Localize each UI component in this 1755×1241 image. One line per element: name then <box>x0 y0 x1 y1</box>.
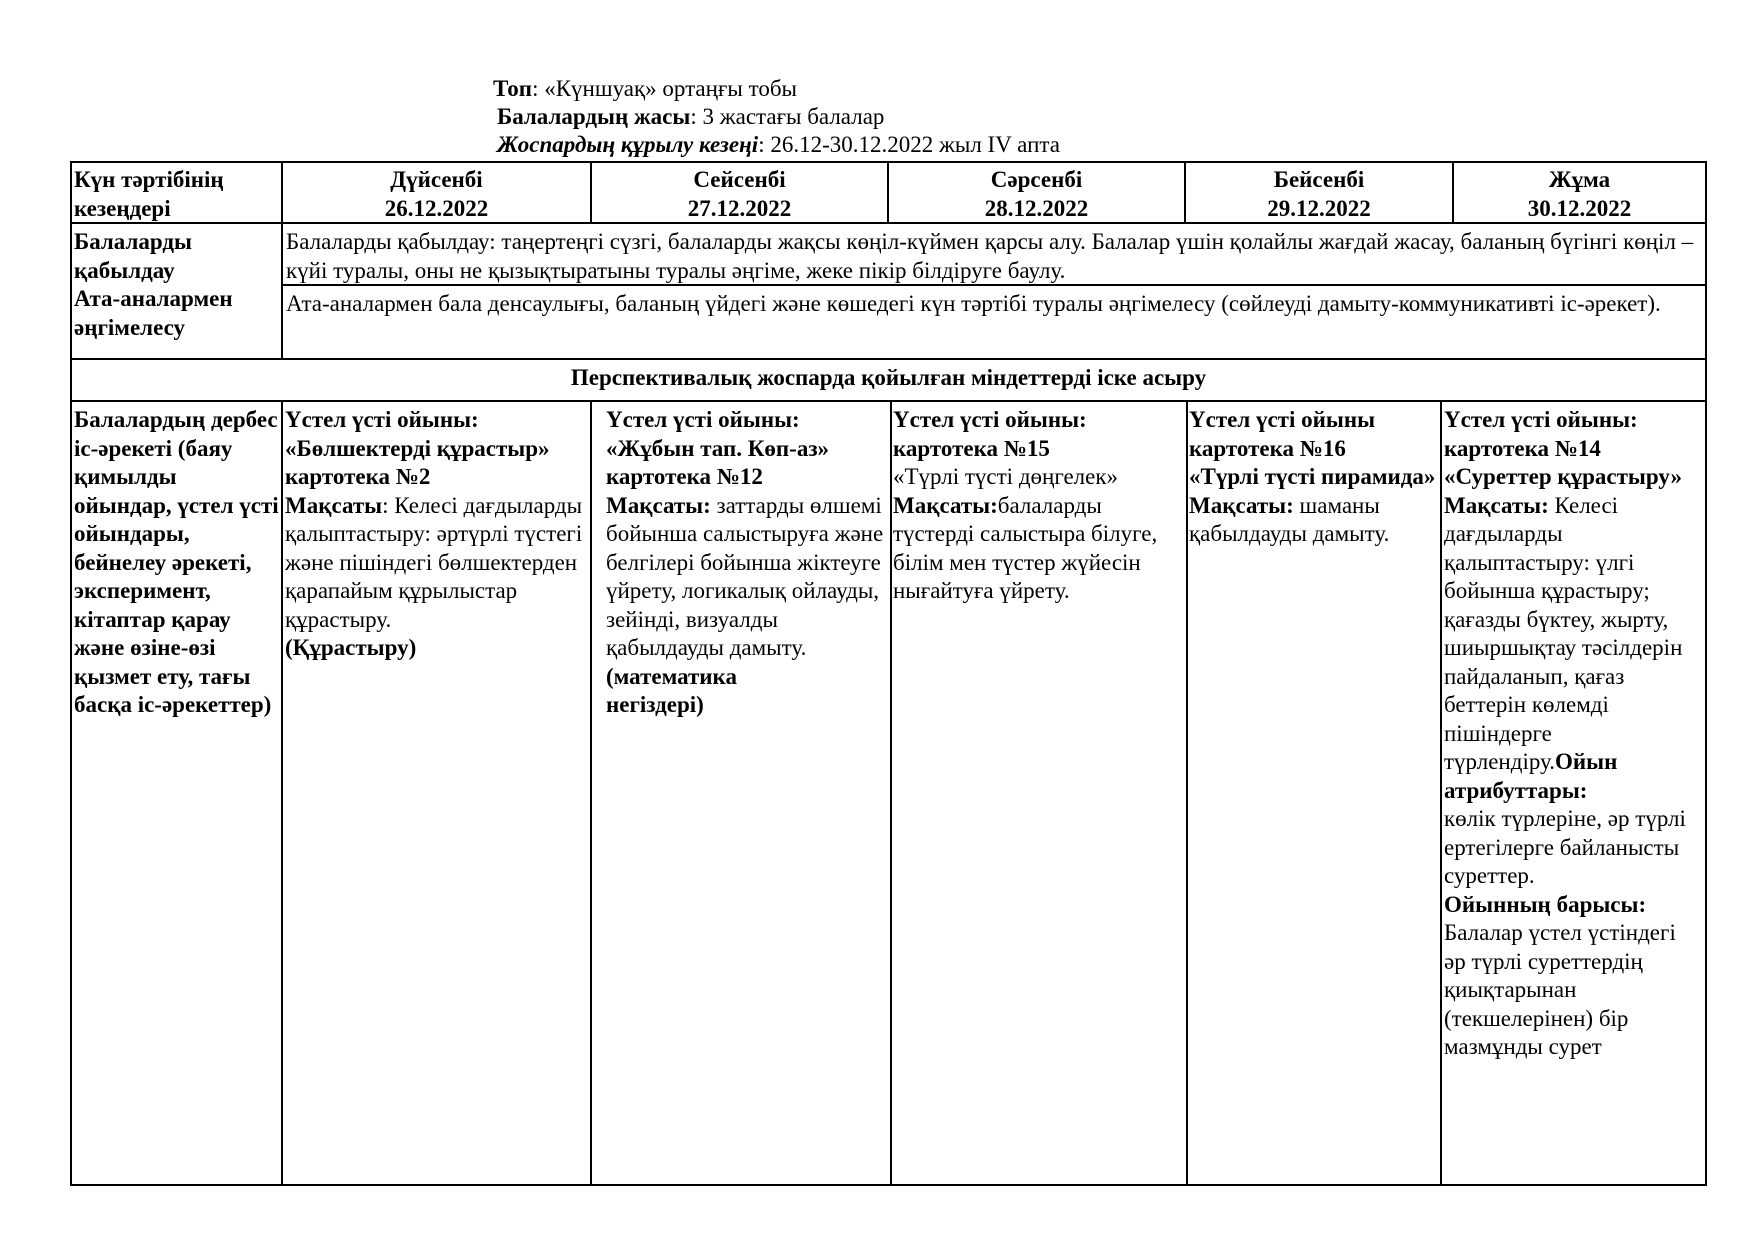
reception-label: Балаларды қабылдау Ата-аналармен әңгімелесу <box>74 229 233 340</box>
section-title: Перспективалық жоспарда қойылған міндеттерді іске асыру <box>570 365 1207 390</box>
group-label: Топ <box>493 76 533 101</box>
header-group <box>493 75 797 103</box>
group-value: : «Күншуақ» ортаңғы тобы <box>532 76 797 101</box>
col-line <box>1440 400 1442 1186</box>
table-right-border <box>1705 161 1707 1186</box>
activity-label: Балалардың дербес іс-әрекеті (баяу қимылды ойындар, үстел үсті ойындары, бейнелеу әрекеті, эксперимент, кітаптар қарау және өзіне-өзі қызмет ету, тағы басқа іс-әрекеттер) <box>74 407 279 717</box>
age-label: Балалардың жасы <box>497 104 691 129</box>
period-value: : 26.12-30.12.2022 жыл IV апта <box>758 132 1060 157</box>
first-header-cell: Күн тәртібінің кезеңдері <box>74 167 224 221</box>
table-left-border <box>70 161 72 1186</box>
col-line <box>281 400 283 1186</box>
period-label: Жоспардың құрылу кезеңі <box>497 132 759 157</box>
activity-thursday: Үстел үсті ойыны картотека №16 «Түрлі түсті пирамида» Мақсаты: шаманы қабылдауды дамыту. <box>1189 407 1436 546</box>
activity-tuesday: Үстел үсті ойыны: «Жұбын тап. Көп-аз» картотека №12 Мақсаты: заттарды өлшемі бойынша салыстыруға және белгілері бойынша жіктеуге үйрету, логикалық ойлауды, зейінді, визуалды қабылдауды дамыту. (математика негіздері) <box>606 407 884 717</box>
header-age <box>497 103 884 131</box>
activity-monday: Үстел үсті ойыны: «Бөлшектерді құрастыр» картотека №2 Мақсаты: Келесі дағдыларды қалыптастыру: әртүрлі түстегі және пішіндегі бөлшектерден қарапайым құрылыстар құрастыру. (Құрастыру) <box>285 407 583 660</box>
table-bottom-border <box>70 1184 1707 1186</box>
day-header-wednesday: Сәрсенбі 28.12.2022 <box>984 167 1089 221</box>
age-value: : 3 жастағы балалар <box>690 104 885 129</box>
table-row-line <box>70 358 1707 360</box>
col-line <box>890 400 892 1186</box>
day-header-tuesday: Сейсенбі 27.12.2022 <box>687 167 792 221</box>
col-line <box>1186 400 1188 1186</box>
day-header-thursday: Бейсенбі 29.12.2022 <box>1267 167 1371 221</box>
day-header-friday: Жұма 30.12.2022 <box>1527 167 1632 221</box>
day-header-monday: Дүйсенбі 26.12.2022 <box>384 167 489 221</box>
table-row-line <box>70 400 1707 402</box>
parents-talk-text: Ата-аналармен бала денсаулығы, баланың үйдегі және көшедегі күн тәртібі туралы әңгімелесу (сөйлеуді дамыту-коммуникативті іс-әрекет). <box>286 291 1661 316</box>
reception-text: Балаларды қабылдау: таңертеңгі сүзгі, балаларды жақсы көңіл-күймен қарсы алу. Балалар үшін қолайлы жағдай жасау, баланың бүгінгі көңіл – күйі туралы, оны не қызықтыратыны туралы әңгіме, жеке пікір білдіруге баулу. <box>286 229 1694 283</box>
activity-wednesday: Үстел үсті ойыны: картотека №15 «Түрлі түсті дөңгелек» Мақсаты:балаларды түстерді салыстыра білуге, білім мен түстер жүйесін нығайтуға үйрету. <box>893 407 1158 603</box>
header-period <box>497 131 1060 159</box>
activity-friday: Үстел үсті ойыны: картотека №14 «Суреттер құрастыру» Мақсаты: Келесі дағдыларды қалыптастыру: үлгі бойынша құрастыру; қағазды бүктеу, жырту, шиыршықтау тәсілдерін пайдаланып, қағаз беттерін көлемді пішіндерге түрлендіру.Ойын атрибуттары: көлік түрлеріне, әр түрлі ертегілерге байланысты суреттер. Ойынның барысы: Балалар үстел үстіндегі әр түрлі суреттердің қиықтарынан (текшелерінен) бір мазмұнды сурет <box>1444 407 1686 1059</box>
col-line <box>590 400 592 1186</box>
